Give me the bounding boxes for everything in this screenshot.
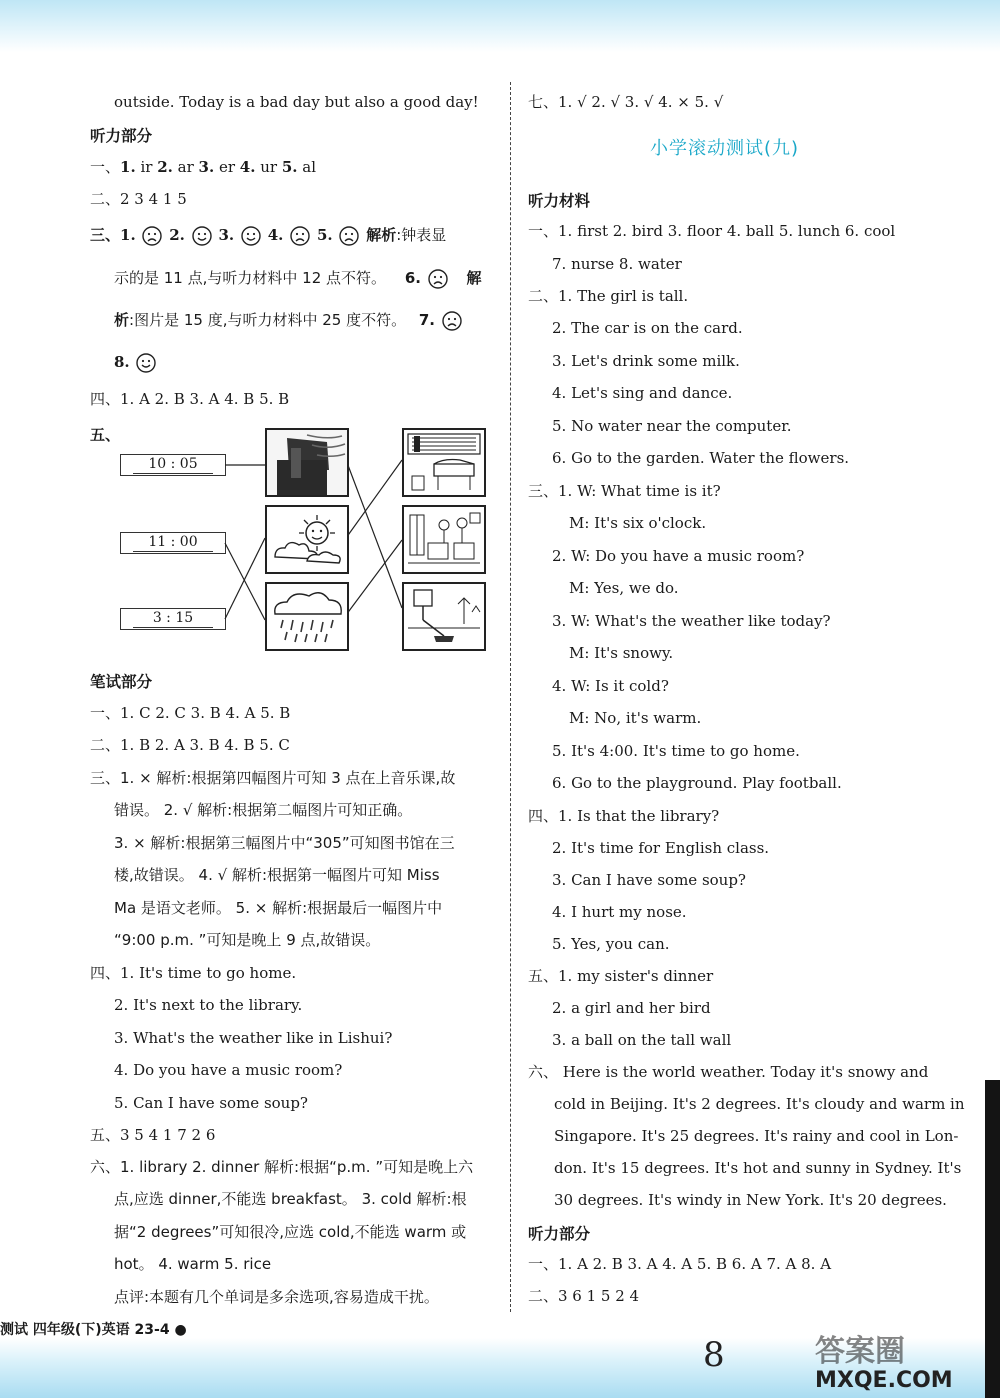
w-five: 五、3 5 4 1 7 2 6 [90,1126,216,1144]
r-three-8: M: No, it's warm. [569,709,702,727]
people-icon [404,507,484,572]
rainy-image [265,582,349,651]
w-three-4: 楼,故错误。 4. √ 解析:根据第一幅图片可知 Miss [114,866,440,884]
ans: ar [172,158,199,176]
ans: ur [255,158,282,176]
num: 2. [157,158,173,176]
num: 3. [198,158,215,176]
r-three-1: 三、1. W: What time is it? [528,482,721,500]
r-four-3: 3. Can I have some soup? [552,871,746,889]
left-five-label: 五、 [90,426,121,444]
r-six-4: don. It's 15 degrees. It's hot and sunny in Sydney. It's [554,1159,962,1177]
left-line-0: outside. Today is a bad day but also a good day! [114,93,479,111]
test-title: 小学滚动测试(九) [650,138,800,159]
explain-label: 解 [466,269,482,287]
r-six-1: 六、 Here is the world weather. Today it's snowy and [528,1063,929,1081]
w-three-5: Ma 是语文老师。 5. × 解析:根据最后一幅图片中 [114,899,443,917]
section-written: 笔试部分 [90,673,153,691]
r-four-4: 4. I hurt my nose. [552,903,687,921]
section-listening-2: 听力部分 [528,1225,591,1243]
ans: er [214,158,240,176]
watermark-url: MXQE.COM [815,1368,953,1393]
num: 4. [267,226,284,244]
w-six-1: 六、1. library 2. dinner 解析:根据“p.m. ”可知是晚上六 [90,1158,474,1176]
r-two-2: 2. The car is on the card. [552,319,743,337]
w-six-2: 点,应选 dinner,不能选 breakfast。 3. cold 解析:根 [114,1190,467,1208]
r-l-one: 一、1. A 2. B 3. A 4. A 5. B 6. A 7. A 8. A [528,1255,832,1273]
r-three-7: 4. W: Is it cold? [552,677,669,695]
w-one: 一、1. C 2. C 3. B 4. A 5. B [90,704,291,722]
page-footer: 测试 四年级(下)英语 23-4 ● [0,1322,187,1338]
num: 7. [418,311,436,329]
basketball-hoop-icon [404,584,484,649]
classroom-image [402,505,486,574]
ans: al [297,158,317,176]
r-two-5: 5. No water near the computer. [552,417,792,435]
num: 2. [169,226,185,244]
windy-weather-image [265,428,349,497]
w-four-4: 4. Do you have a music room? [114,1061,343,1079]
explain-text: 示的是 11 点,与听力材料中 12 点不符。 [114,269,387,287]
num: 4. [239,158,256,176]
piano-icon [404,430,484,495]
w-four-2: 2. It's next to the library. [114,996,303,1014]
r-four-2: 2. It's time for English class. [552,839,770,857]
r-three-3: 2. W: Do you have a music room? [552,547,805,565]
r-five-3: 3. a ball on the tall wall [552,1031,732,1049]
num: 5. [316,226,333,244]
sun-cloud-icon [267,507,347,572]
r-one-a: 一、1. first 2. bird 3. floor 4. ball 5. lunch 6. cool [528,222,896,240]
r-two-3: 3. Let's drink some milk. [552,352,740,370]
w-three-2: 错误。 2. √ 解析:根据第二幅图片可知正确。 [114,801,413,819]
w-three-1: 三、1. × 解析:根据第四幅图片可知 3 点在上音乐课,故 [90,769,456,787]
r-six-3: Singapore. It's 25 degrees. It's rainy and cool in Lon- [554,1127,959,1145]
num: 1. [120,158,136,176]
num: 8. [114,353,130,371]
w-four-3: 3. What's the weather like in Lishui? [114,1029,393,1047]
num: 6. [404,269,421,287]
watermark [815,1326,953,1393]
comment: 点评:本题有几个单词是多余选项,容易造成干扰。 [114,1288,439,1306]
r-four-5: 5. Yes, you can. [552,935,670,953]
playground-image [402,582,486,651]
r-l-two: 二、3 6 1 5 2 4 [528,1287,640,1305]
w-three-3: 3. × 解析:根据第三幅图片中“305”可知图书馆在三 [114,834,455,852]
r-six-2: cold in Beijing. It's 2 degrees. It's cloudy and warm in [554,1095,965,1113]
r-five-1: 五、1. my sister's dinner [528,967,714,985]
ans: ir [135,158,158,176]
r-two-6: 6. Go to the garden. Water the flowers. [552,449,850,467]
r-three-2: M: It's six o'clock. [569,514,707,532]
rain-cloud-icon [267,584,347,649]
column-divider [510,82,511,1312]
r-two-4: 4. Let's sing and dance. [552,384,733,402]
r-one-b: 7. nurse 8. water [552,255,682,273]
w-six-4: hot。 4. warm 5. rice [114,1255,272,1273]
num: 3. [218,226,235,244]
w-three-6: “9:00 p.m. ”可知是晚上 9 点,故错误。 [114,931,381,949]
w-six-3: 据“2 degrees”可知很冷,应选 cold,不能选 warm 或 [114,1223,467,1241]
time-value: 3 : 15 [133,609,213,628]
explain-label: 解析 [366,226,397,244]
num: 1. [120,226,136,244]
explain-text: :图片是 15 度,与听力材料中 25 度不符。 [129,311,407,329]
r-three-5: 3. W: What's the weather like today? [552,612,831,630]
explain-label: 析 [114,311,130,329]
num: 5. [281,158,298,176]
w-four-1: 四、1. It's time to go home. [90,964,297,982]
sunny-cloudy-image [265,505,349,574]
music-room-image [402,428,486,497]
watermark-title: 答案圈 [815,1334,905,1369]
explain-text: :钟表显 [396,226,447,244]
right-seven: 七、1. √ 2. √ 3. √ 4. × 5. √ [528,93,724,111]
r-three-6: M: It's snowy. [569,644,674,662]
edge-bar [985,1080,1000,1398]
time-value: 10 : 05 [133,455,213,474]
r-three-9: 5. It's 4:00. It's time to go home. [552,742,800,760]
r-six-5: 30 degrees. It's windy in New York. It's 20 degrees. [554,1191,947,1209]
label: 一、 [90,158,121,176]
w-four-5: 5. Can I have some soup? [114,1094,308,1112]
section-listening: 听力部分 [90,127,153,145]
r-five-2: 2. a girl and her bird [552,999,711,1017]
page-number: 8 [703,1335,725,1375]
section-listening-material: 听力材料 [528,192,591,210]
label: 三、 [90,226,121,244]
r-three-4: M: Yes, we do. [569,579,679,597]
left-four: 四、1. A 2. B 3. A 4. B 5. B [90,390,290,408]
wind-icon [267,430,347,495]
left-two: 二、2 3 4 1 5 [90,190,187,208]
time-value: 11 : 00 [133,533,213,552]
r-three-10: 6. Go to the playground. Play football. [552,774,842,792]
r-four-1: 四、1. Is that the library? [528,807,720,825]
w-two: 二、1. B 2. A 3. B 4. B 5. C [90,736,290,754]
r-two-1: 二、1. The girl is tall. [528,287,689,305]
